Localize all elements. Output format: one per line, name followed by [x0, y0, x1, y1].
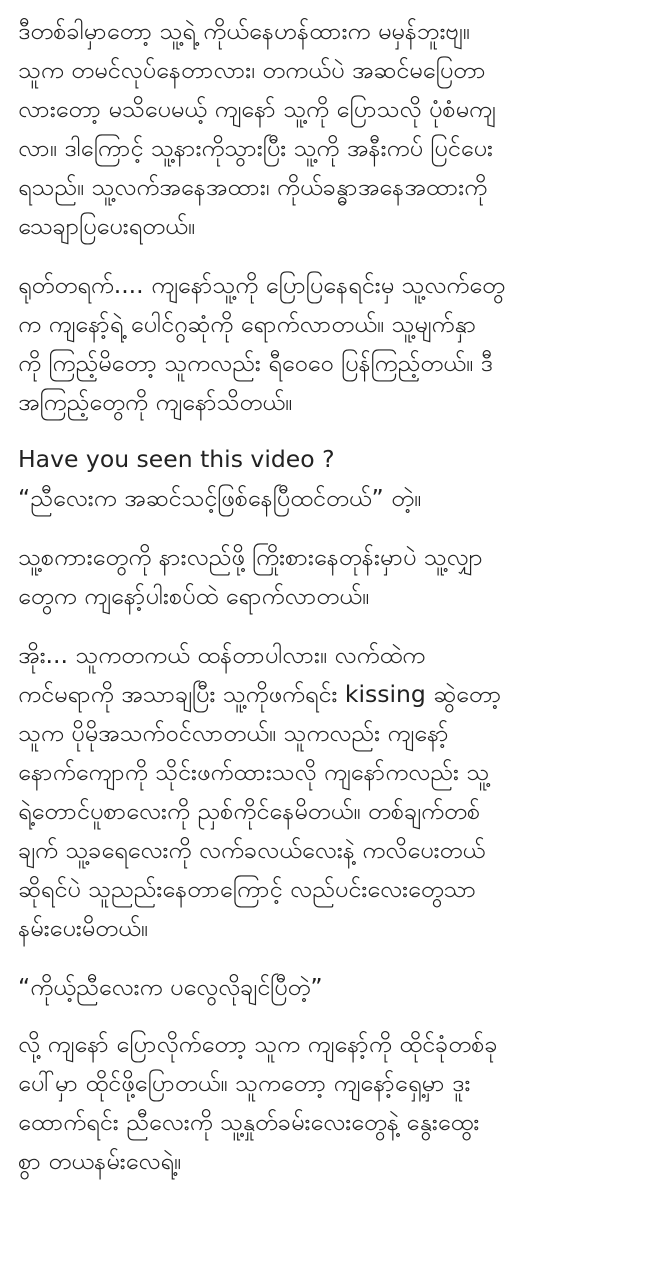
article-paragraph-6: “ကိုယ့်ညီလေးက ပလွေလိုချင်ပြီတဲ့”	[18, 973, 323, 1001]
article-paragraph-3: Have you seen this video ? “ညီလေးက အဆင်သင့်ဖြစ်နေပြီထင်တယ်” တဲ့။	[18, 445, 422, 512]
article-paragraph-4: သူ့စကားတွေကို နားလည်ဖို့ ကြိုးစားနေတုန်းမှာပဲ သူ့လျှာ တွေက ကျနော့်ပါးစပ်ထဲ ရောက်လာတယ်။	[18, 543, 483, 610]
article-paragraph-1: ဒီတစ်ခါမှာတော့ သူ့ရဲ့ ကိုယ်နေဟန်ထားက မမှန်ဘူးဗျ။ သူက တမင်လုပ်နေတာလား၊ တကယ်ပဲ အဆင်မပြေတာ လားတော့ မသိပေမယ့် ကျနော် သူ့ကို ပြောသလို ပုံစံမကျ လာ။ ဒါကြောင့် သူ့နားကိုသွားပြီး သူ့ကို အနီးကပ် ပြင်ပေး ရသည်။ သူ့လက်အနေအထား၊ ကိုယ်ခန္ဓာအနေအထားကို သေချာပြပေးရတယ်။	[18, 17, 496, 240]
article-paragraph-7: လို့ ကျနော် ပြောလိုက်တော့ သူက ကျနော့်ကို ထိုင်ခုံတစ်ခု ပေါ်မှာ ထိုင်ဖို့ပြောတယ်။ သူကတော့ ကျနော့်ရှေ့မှာ ဒူး ထောက်ရင်း ညီလေးကို သူ့နှုတ်ခမ်းလေးတွေနဲ့ နွေးထွေး စွာ တယနမ်းလေရဲ့။	[18, 1030, 498, 1175]
article-paragraph-5: အိုး... သူကတကယ် ထန်တာပါလား။ လက်ထဲက ကင်မရာကို အသာချပြီး သူ့ကိုဖက်ရင်း kissing ဆွဲတော့ သူက ပိုမိုအသက်ဝင်လာတယ်။ သူကလည်း ကျနော့် နောက်ကျောကို သိုင်းဖက်ထားသလို ကျနော်ကလည်း သူ့ ရဲ့တောင်ပူစာလေးကို ညှစ်ကိုင်နေမိတယ်။ တစ်ချက်တစ် ချက် သူ့ခရေလေးကို လက်ခလယ်လေးနဲ့ ကလိပေးတယ် ဆိုရင်ပဲ သူညည်းနေတာကြောင့် လည်ပင်းလေးတွေသာ နမ်းပေးမိတယ်။	[18, 641, 502, 942]
article-paragraph-2: ရုတ်တရက်.... ကျနော်သူ့ကို ပြောပြနေရင်းမှ သူ့လက်တွေ က ကျနော့်ရဲ့ ပေါင်ဂွဆုံကို ရောက်လာတယ်။ သူ့မျက်နှာ ကို ကြည့်မိတော့ သူကလည်း ရီဝေဝေ ပြန်ကြည့်တယ်။ ဒီ အကြည့်တွေကို ကျနော်သိတယ်။	[18, 271, 505, 416]
